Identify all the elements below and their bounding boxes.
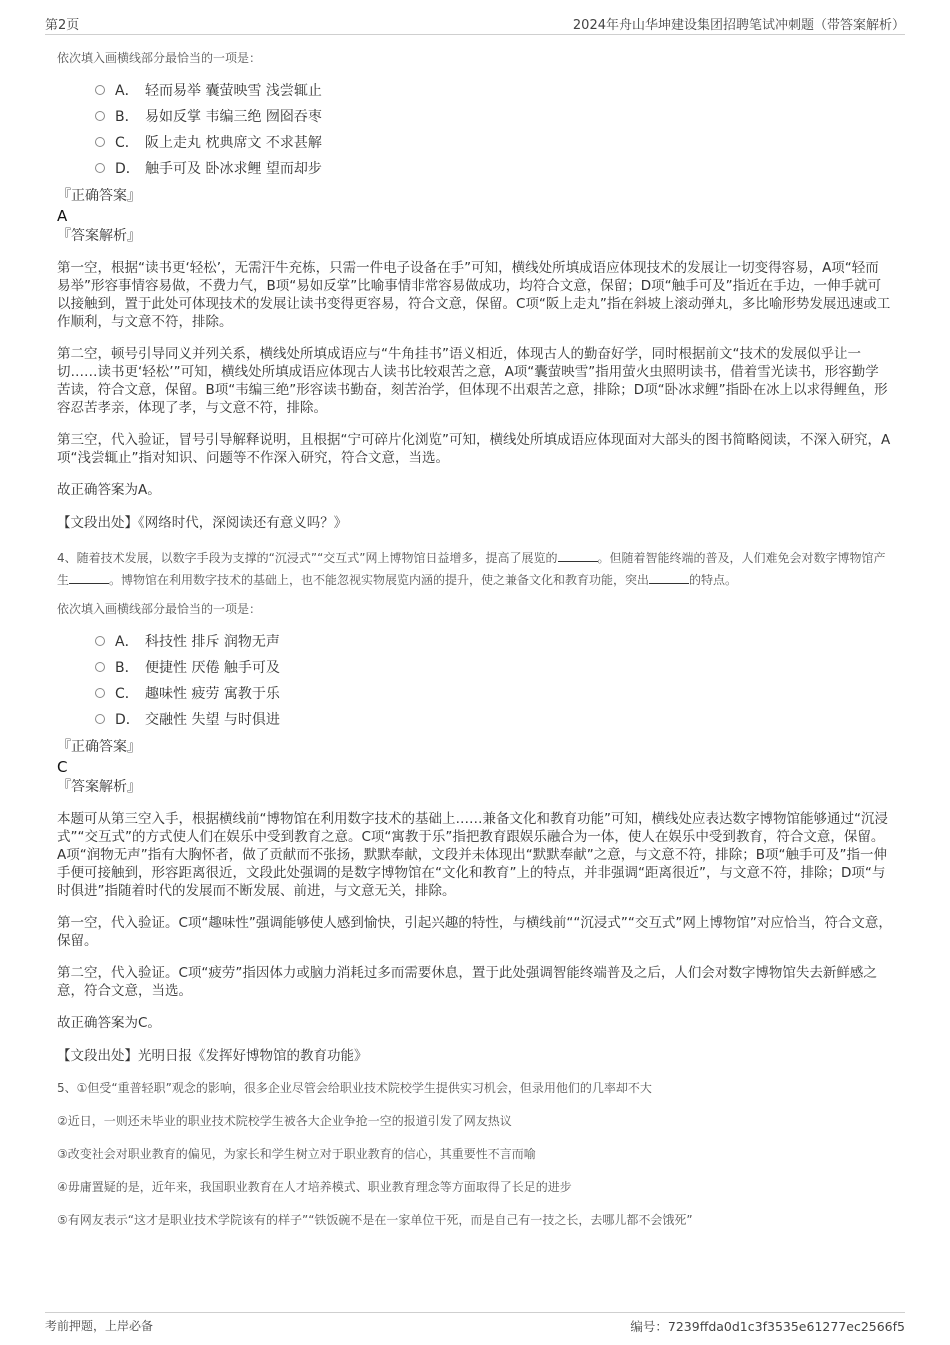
document-id: 编号：7239ffda0d1c3f3535e61277ec2566f5 [630, 1319, 905, 1334]
q3-analysis-paragraph: 第一空，根据“读书更‘轻松’，无需汗牛充栋，只需一件电子设备在手”可知，横线处所填成语应体现技术的发展让一切变得容易，A项“轻而易举”形容事情容易做，不费力气，B项“易如反掌”比喻事情非常容易做成功，均符合文意，保留；D项“触手可及”指近在手边，一伸手就可以接触到，置于此处可体现技术的发展让读书变得更容易，符合文意，保留。C项“阪上走丸”指在斜坡上滚动弹丸，多比喻形势发展迅速或工作顺利，与文意不符，排除。 [57, 260, 891, 330]
q3-option-d[interactable] [95, 156, 892, 182]
blank-line [69, 571, 109, 584]
option-letter: D． [115, 712, 140, 728]
q5-item: ③改变社会对职业教育的偏见，为家长和学生树立对于职业教育的信心，其重要性不言而喻 [57, 1147, 536, 1161]
q5-item: ②近日，一则还未毕业的职业技术院校学生被各大企业争抢一空的报道引发了网友热议 [57, 1114, 512, 1128]
q3-options [57, 78, 892, 182]
q3-conclusion: 故正确答案为A。 [57, 482, 161, 498]
option-text: 交融性 失望 与时俱进 [145, 712, 280, 728]
radio-icon[interactable] [95, 662, 105, 672]
option-text: 易如反掌 韦编三绝 囫囵吞枣 [145, 109, 322, 125]
q4-answer-label: 『正确答案』 [57, 739, 141, 755]
option-letter: D． [115, 161, 140, 177]
option-text: 科技性 排斥 润物无声 [145, 634, 280, 650]
q3-source: 【文段出处】《网络时代，深阅读还有意义吗？》 [57, 515, 348, 531]
q5-item: ④毋庸置疑的是，近年来，我国职业教育在人才培养模式、职业教育理念等方面取得了长足的进步 [57, 1180, 572, 1194]
q4-question-text [57, 547, 892, 591]
q3-analysis-paragraph: 第三空，代入验证，冒号引导解释说明，且根据“宁可碎片化浏览”可知，横线处所填成语应体现面对大部头的图书简略阅读，不深入研究，A项“浅尝辄止”指对知识、问题等不作深入研究，符合文意，当选。 [57, 432, 891, 466]
q4-analysis-paragraph: 第一空，代入验证。C项“趣味性”强调能够使人感到愉快，引起兴趣的特性，与横线前““沉浸式”“交互式”网上博物馆”对应恰当，符合文意，保留。 [57, 915, 892, 949]
option-text: 触手可及 卧冰求鲤 望而却步 [145, 161, 322, 177]
option-letter: C． [115, 135, 139, 151]
q3-instruction: 依次填入画横线部分最恰当的一项是： [57, 51, 262, 65]
radio-icon[interactable] [95, 111, 105, 121]
radio-icon[interactable] [95, 163, 105, 173]
q3-option-c[interactable] [95, 130, 892, 156]
radio-icon[interactable] [95, 636, 105, 646]
q4-source: 【文段出处】光明日报《发挥好博物馆的教育功能》 [57, 1048, 368, 1064]
radio-icon[interactable] [95, 714, 105, 724]
q4-analysis-paragraph: 第二空，代入验证。C项“疲劳”指因体力或脑力消耗过多而需要休息，置于此处强调智能终端普及之后，人们会对数字博物馆失去新鲜感之意，符合文意，当选。 [57, 965, 877, 999]
q3-analysis-paragraph: 第二空，顿号引导同义并列关系，横线处所填成语应与“牛角挂书”语义相近，体现古人的勤奋好学，同时根据前文“技术的发展似乎让一切……读书更‘轻松’”可知，横线处所填成语应体现古人读书比较艰苦之意，A项“囊萤映雪”指用萤火虫照明读书，借着雪光读书，形容勤学苦读，符合文意，保留。B项“韦编三绝”形容读书勤奋，刻苦治学，但体现不出艰苦之意，排除；D项“卧冰求鲤”指卧在冰上以求得鲤鱼，形容忍苦孝亲，体现了孝，与文意不符，排除。 [57, 346, 888, 416]
q3-option-b[interactable] [95, 104, 892, 130]
page-number: 第2页 [45, 18, 80, 33]
option-text: 趣味性 疲劳 寓教于乐 [145, 686, 280, 702]
option-letter: A． [115, 83, 139, 99]
document-title: 2024年舟山华坤建设集团招聘笔试冲刺题（带答案解析） [572, 18, 905, 33]
radio-icon[interactable] [95, 137, 105, 147]
q4-option-c[interactable] [95, 681, 892, 707]
option-text: 阪上走丸 枕典席文 不求甚解 [145, 135, 322, 151]
q4-instruction: 依次填入画横线部分最恰当的一项是： [57, 602, 262, 616]
q4-analysis-paragraph: 本题可从第三空入手，根据横线前“博物馆在利用数字技术的基础上……兼备文化和教育功能”可知，横线处应表达数字博物馆能够通过“沉浸式”“交互式”的方式使人们在娱乐中受到教育之意。C项“寓教于乐”指把教育跟娱乐融合为一体，使人在娱乐中受到教育，符合文意，保留。A项“润物无声”指有大胸怀者，做了贡献而不张扬，默默奉献，文段并未体现出“默默奉献”之意，与文意不符，排除；B项“触手可及”指一伸手便可接触到，形容距离很近，文段此处强调的是数字博物馆在“文化和教育”上的特点，并非强调“距离很近”，与文意不符，排除；D项“与时俱进”指随着时代的发展而不断发展、前进，与文意无关，排除。 [57, 811, 888, 899]
q4-options [57, 629, 892, 733]
option-letter: B． [115, 109, 139, 125]
blank-line [558, 549, 598, 562]
q4-text-part: 。博物馆在利用数字技术的基础上，也不能忽视实物展览内涵的提升，使之兼备文化和教育功能，突出 [109, 573, 650, 587]
option-text: 便捷性 厌倦 触手可及 [145, 660, 280, 676]
radio-icon[interactable] [95, 85, 105, 95]
q4-option-b[interactable] [95, 655, 892, 681]
q5-item: 5、①但受“重普轻职”观念的影响，很多企业尽管会给职业技术院校学生提供实习机会，但录用他们的几率却不大 [57, 1081, 652, 1095]
q3-answer: A [57, 207, 68, 225]
q3-answer-label: 『正确答案』 [57, 188, 141, 204]
q4-answer: C [57, 758, 68, 776]
q5-item: ⑤有网友表示“这才是职业技术学院该有的样子”“铁饭碗不是在一家单位干死，而是自己有一技之长，去哪儿都不会饿死” [57, 1213, 693, 1227]
q4-option-a[interactable] [95, 629, 892, 655]
q4-text-part: 的特点。 [689, 573, 738, 587]
radio-icon[interactable] [95, 688, 105, 698]
option-text: 轻而易举 囊萤映雪 浅尝辄止 [145, 83, 322, 99]
option-letter: B． [115, 660, 139, 676]
main-content [57, 48, 892, 1230]
option-letter: A． [115, 634, 139, 650]
footer-slogan: 考前押题，上岸必备 [45, 1319, 154, 1333]
q3-option-a[interactable] [95, 78, 892, 104]
q4-text-part: 。但随着智能终端的普及，人们难免会对数字博物馆产生 [57, 551, 886, 587]
q4-option-d[interactable] [95, 707, 892, 733]
q4-analysis-label: 『答案解析』 [57, 779, 141, 795]
blank-line [649, 571, 689, 584]
option-letter: C． [115, 686, 139, 702]
q4-text-part: 4、随着技术发展，以数字手段为支撑的“沉浸式”“交互式”网上博物馆日益增多，提高了展览的 [57, 551, 558, 565]
page-footer [45, 1312, 905, 1335]
q4-conclusion: 故正确答案为C。 [57, 1015, 161, 1031]
page-header [45, 14, 905, 35]
q3-analysis-label: 『答案解析』 [57, 228, 141, 244]
